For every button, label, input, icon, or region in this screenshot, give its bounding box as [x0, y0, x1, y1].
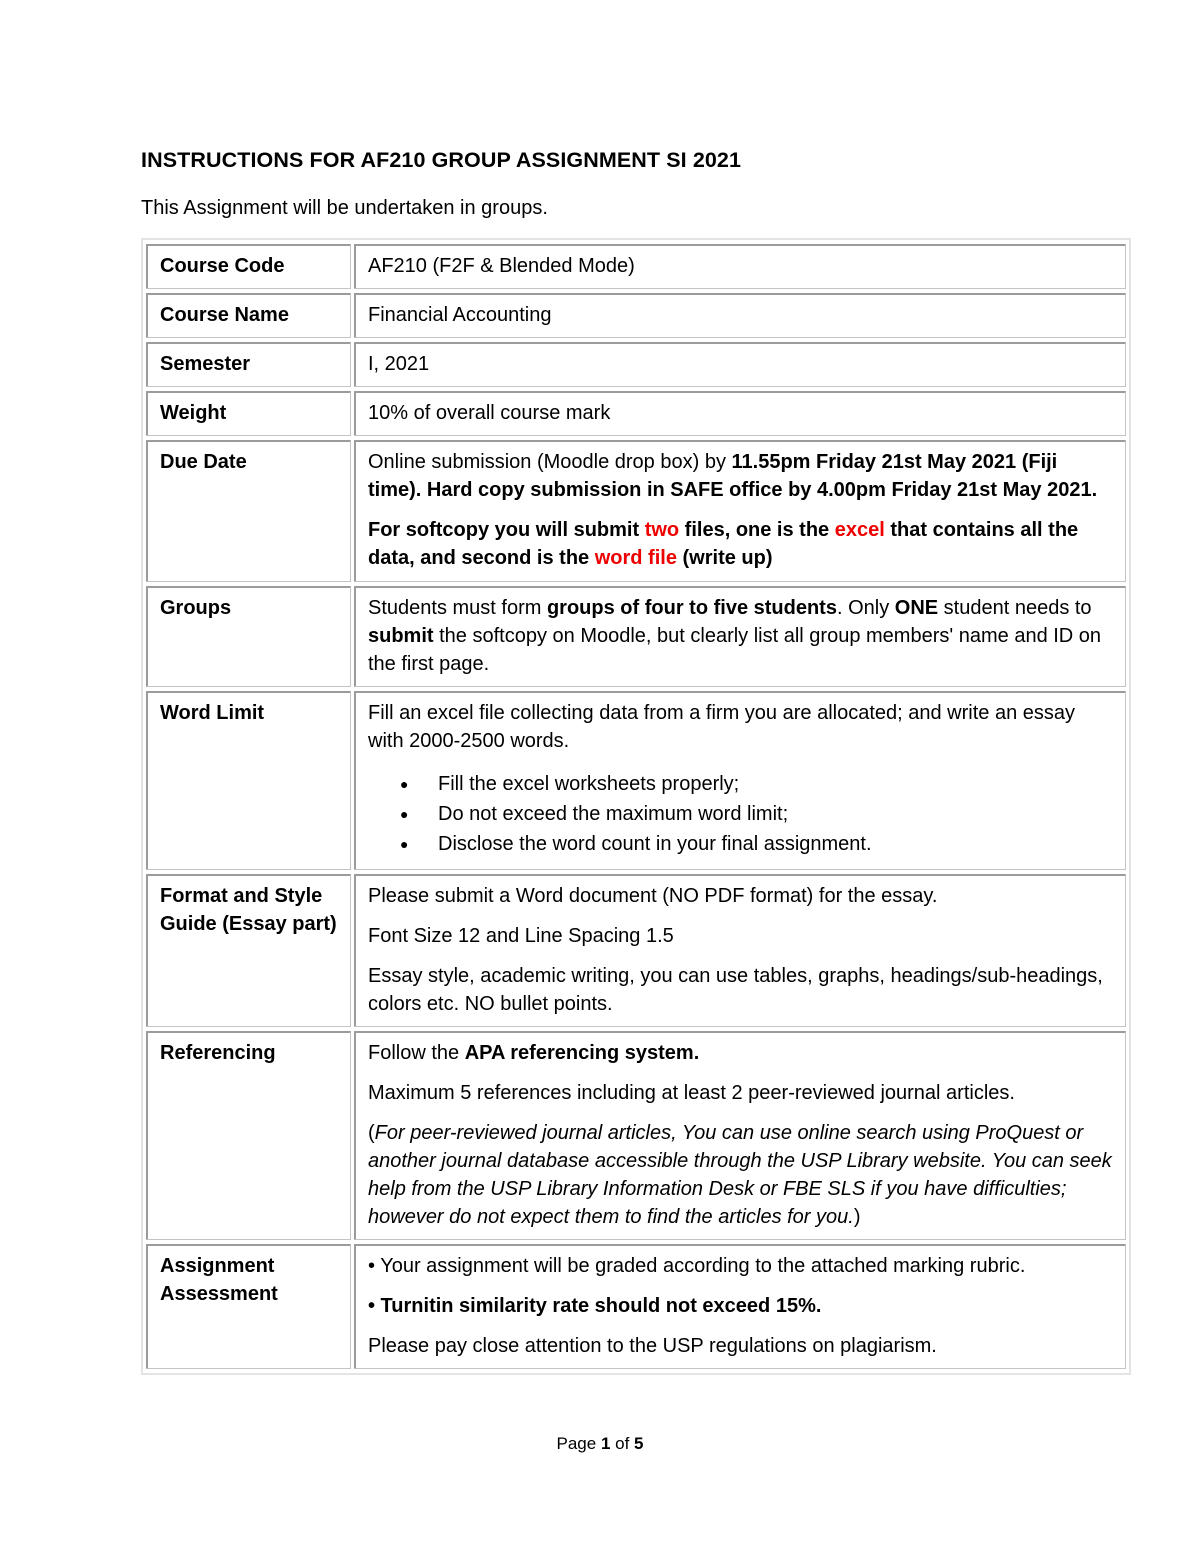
referencing-limit: Maximum 5 references including at least 2 peer-reviewed journal articles.: [368, 1082, 1015, 1104]
row-label: Course Code: [146, 244, 351, 289]
row-value: [354, 874, 1126, 1027]
row-label: Referencing: [146, 1031, 351, 1240]
row-value: [354, 691, 1126, 870]
row-value: AF210 (F2F & Blended Mode): [354, 244, 1126, 289]
intro-text: This Assignment will be undertaken in groups.: [141, 197, 548, 219]
table-row: [146, 1031, 1126, 1240]
word-limit-text: Fill an excel file collecting data from a firm you are allocated; and write an essay with 2000-2500 words.: [368, 702, 1076, 752]
table-row: [146, 440, 1126, 582]
assessment-text: • Turnitin similarity rate should not exceed 15%.: [368, 1295, 822, 1317]
page-number: Page 1 of 5: [556, 1434, 644, 1453]
row-label: Assignment Assessment: [146, 1244, 351, 1369]
format-text: Font Size 12 and Line Spacing 1.5: [368, 925, 674, 947]
table-row: [146, 691, 1126, 870]
format-text: Please submit a Word document (NO PDF format) for the essay.: [368, 885, 938, 907]
row-value: [354, 1031, 1126, 1240]
groups-text: Students must form groups of four to five students. Only ONE student needs to submit the softcopy on Moodle, but clearly list all group members' name and ID on the first page.: [368, 597, 1102, 675]
list-item: ● Fill the excel worksheets properly;: [368, 769, 1113, 799]
row-value: [354, 1244, 1126, 1369]
row-label: Weight: [146, 391, 351, 436]
referencing-note: (For peer-reviewed journal articles, You can use online search using ProQuest or another journal database accessible through the USP Library website. You can seek help from the USP Library Information Desk or FBE SLS if you have difficulties; however do not expect them to find the articles for you.): [368, 1122, 1112, 1228]
referencing-system: Follow the APA referencing system.: [368, 1042, 700, 1064]
format-text: Essay style, academic writing, you can use tables, graphs, headings/sub-headings, colors etc. NO bullet points.: [368, 965, 1103, 1015]
softcopy-instructions: For softcopy you will submit two files, one is the excel that contains all the data, and second is the word file (write up): [368, 519, 1079, 569]
assessment-text: Please pay close attention to the USP regulations on plagiarism.: [368, 1335, 937, 1357]
row-value: Financial Accounting: [354, 293, 1126, 338]
row-label: Course Name: [146, 293, 351, 338]
table-row: [146, 874, 1126, 1027]
list-item: ● Disclose the word count in your final assignment.: [368, 829, 1113, 859]
table-row: [146, 244, 1126, 289]
table-row: [146, 586, 1126, 687]
assignment-details-table: [141, 238, 1131, 1375]
row-value: [354, 586, 1126, 687]
row-label: Groups: [146, 586, 351, 687]
assessment-text: • Your assignment will be graded according to the attached marking rubric.: [368, 1255, 1026, 1277]
table-row: [146, 391, 1126, 436]
row-value: 10% of overall course mark: [354, 391, 1126, 436]
table-row: [146, 342, 1126, 387]
row-label: Format and Style Guide (Essay part): [146, 874, 351, 1027]
word-limit-bullets: [368, 769, 1113, 859]
due-date-online: Online submission (Moodle drop box) by 11.55pm Friday 21st May 2021 (Fiji time). Hard copy submission in SAFE office by 4.00pm Friday 21st May 2021.: [368, 451, 1098, 501]
row-value: I, 2021: [354, 342, 1126, 387]
row-label: Word Limit: [146, 691, 351, 870]
table-row: [146, 293, 1126, 338]
row-label: Semester: [146, 342, 351, 387]
list-item: ● Do not exceed the maximum word limit;: [368, 799, 1113, 829]
row-value: [354, 440, 1126, 582]
table-row: [146, 1244, 1126, 1369]
document-title: INSTRUCTIONS FOR AF210 GROUP ASSIGNMENT SI 2021: [141, 148, 742, 172]
row-label: Due Date: [146, 440, 351, 582]
